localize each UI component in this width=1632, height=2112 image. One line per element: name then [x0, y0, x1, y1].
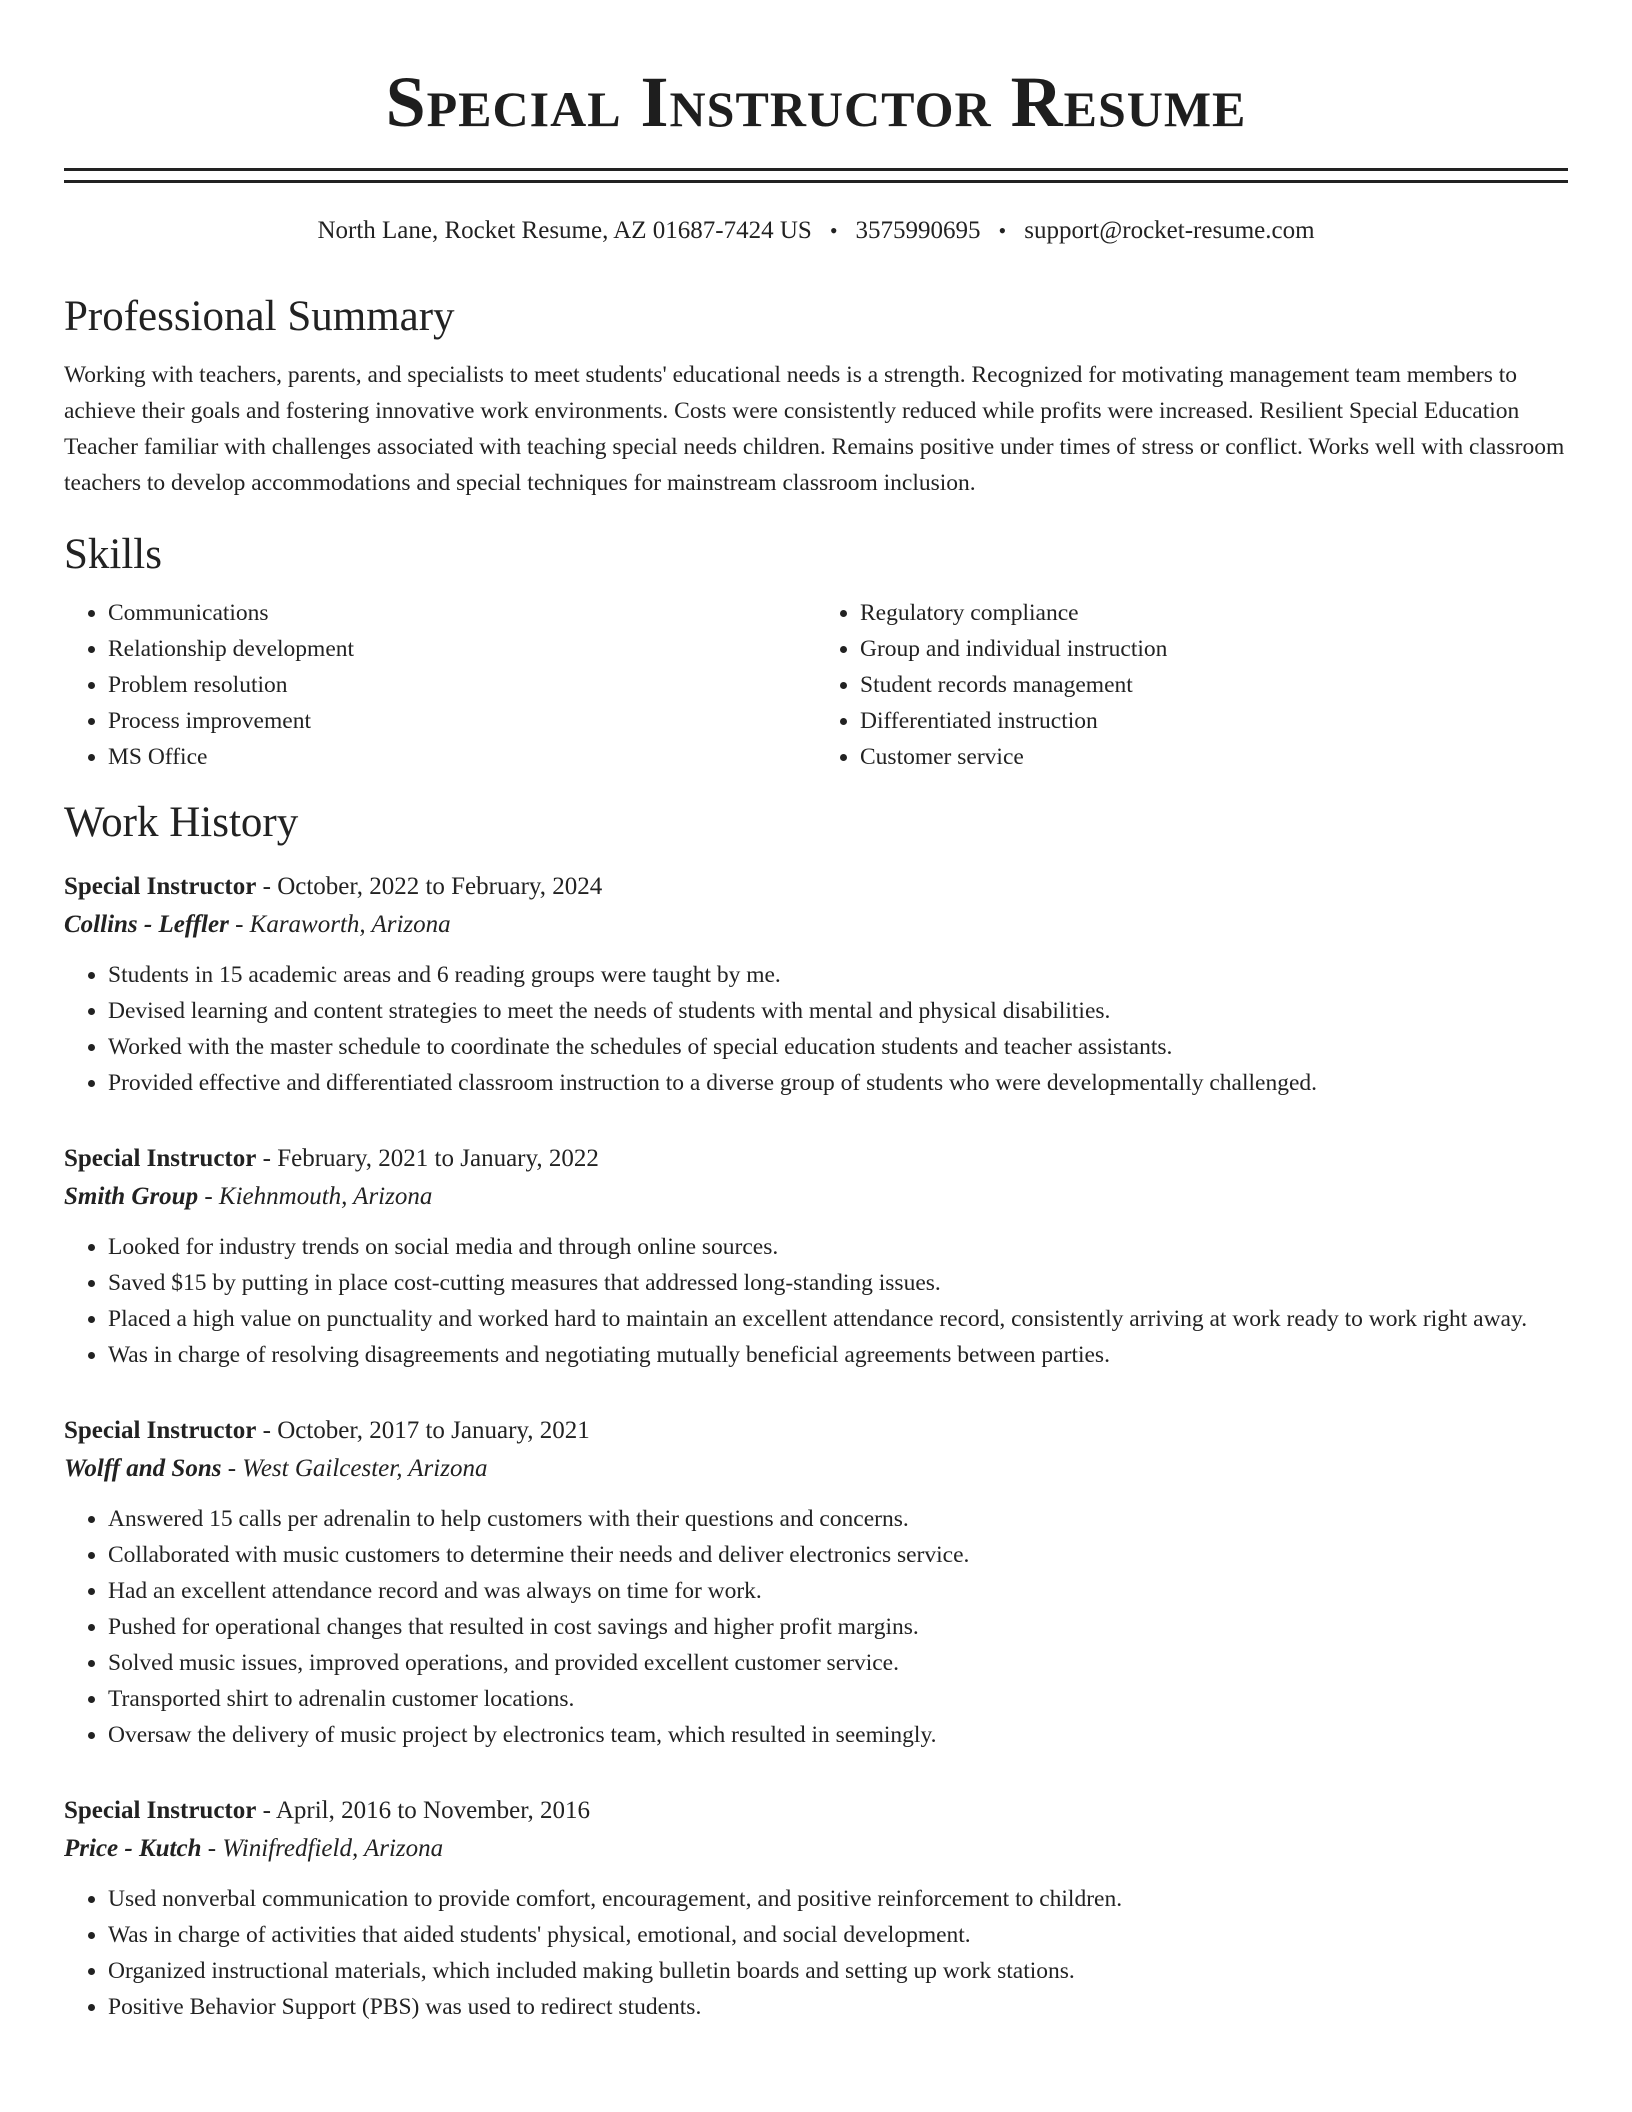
job-title: Special Instructor	[64, 1797, 257, 1824]
summary-text: Working with teachers, parents, and specialists to meet students' educational needs is a strength. Recognized for motivating management team members to achieve their goals and fostering innovative work environments. Costs were consistently reduced while profits were increased. Resilient Special Education Teacher familiar with challenges associated with teaching special needs children. Remains positive under times of stress or conflict. Works well with classroom teachers to develop accommodations and special techniques for mainstream classroom inclusion.	[64, 362, 1565, 496]
summary-heading: Professional Summary	[64, 293, 455, 340]
job-location: West Gailcester, Arizona	[242, 1455, 488, 1482]
job-entry	[64, 1793, 1568, 2025]
dash-separator: -	[256, 873, 278, 900]
skill-item: • Differentiated instruction	[860, 703, 1568, 739]
job-bullet: • Answered 15 calls per adrenalin to help customers with their questions and concerns.	[108, 1501, 1568, 1537]
job-dates: February, 2021 to January, 2022	[277, 1145, 599, 1172]
job-bullet: • Looked for industry trends on social media and through online sources.	[108, 1229, 1568, 1265]
dash-separator: -	[256, 1417, 278, 1444]
job-bullet: • Solved music issues, improved operations, and provided excellent customer service.	[108, 1645, 1568, 1681]
skills-list-left	[64, 595, 816, 775]
skill-item: • Problem resolution	[108, 667, 816, 703]
skill-item: • Relationship development	[108, 631, 816, 667]
contact-separator: •	[829, 218, 838, 243]
job-bullet: • Was in charge of activities that aided students' physical, emotional, and social development.	[108, 1917, 1568, 1953]
job-bullet: • Students in 15 academic areas and 6 reading groups were taught by me.	[108, 957, 1568, 993]
contact-line	[64, 215, 1568, 247]
skills-list-right	[816, 595, 1568, 775]
job-dates: April, 2016 to November, 2016	[275, 1797, 591, 1824]
job-entry	[64, 1141, 1568, 1373]
skills-columns	[64, 595, 1568, 775]
company-name: Smith Group	[64, 1183, 199, 1210]
dash-separator: -	[201, 1835, 223, 1862]
job-title-line	[64, 1793, 1568, 1829]
job-bullet: • Used nonverbal communication to provide comfort, encouragement, and positive reinforcement to children.	[108, 1881, 1568, 1917]
skill-item: • Communications	[108, 595, 816, 631]
skill-item: • Process improvement	[108, 703, 816, 739]
contact-address: North Lane, Rocket Resume, AZ 01687-7424 US	[317, 217, 812, 244]
contact-separator: •	[998, 218, 1007, 243]
job-title-line	[64, 1141, 1568, 1177]
job-bullet: • Worked with the master schedule to coordinate the schedules of special education students and teacher assistants.	[108, 1029, 1568, 1065]
dash-separator: -	[228, 911, 250, 938]
dash-separator: -	[256, 1145, 278, 1172]
job-bullet: • Saved $15 by putting in place cost-cutting measures that addressed long-standing issues.	[108, 1265, 1568, 1301]
job-bullets	[64, 1501, 1568, 1753]
company-name: Wolff and Sons	[64, 1455, 222, 1482]
company-name: Price - Kutch	[64, 1835, 202, 1862]
company-line	[64, 905, 1568, 945]
company-name: Collins - Leffler	[64, 911, 229, 938]
job-bullet: • Transported shirt to adrenalin customer locations.	[108, 1681, 1568, 1717]
skill-item: • Regulatory compliance	[860, 595, 1568, 631]
job-bullet: • Oversaw the delivery of music project by electronics team, which resulted in seemingly.	[108, 1717, 1568, 1753]
job-bullets	[64, 1881, 1568, 2025]
company-line	[64, 1829, 1568, 1869]
job-dates: October, 2017 to January, 2021	[277, 1417, 590, 1444]
job-title: Special Instructor	[64, 1145, 257, 1172]
contact-phone: 3575990695	[855, 217, 981, 244]
company-line	[64, 1449, 1568, 1489]
job-bullet: • Provided effective and differentiated classroom instruction to a diverse group of students who were developmentally challenged.	[108, 1065, 1568, 1101]
job-title-line	[64, 869, 1568, 905]
job-bullet: • Positive Behavior Support (PBS) was used to redirect students.	[108, 1989, 1568, 2025]
company-line	[64, 1177, 1568, 1217]
skill-item: • MS Office	[108, 739, 816, 775]
dash-separator: -	[256, 1797, 276, 1824]
job-bullet: • Had an excellent attendance record and was always on time for work.	[108, 1573, 1568, 1609]
skill-item: • Student records management	[860, 667, 1568, 703]
work-history-heading: Work History	[64, 799, 299, 846]
job-entry	[64, 869, 1568, 1101]
skill-item: • Group and individual instruction	[860, 631, 1568, 667]
dash-separator: -	[198, 1183, 219, 1210]
resume-title: Special Instructor Resume	[385, 62, 1247, 142]
skills-heading: Skills	[64, 531, 162, 578]
job-bullet: • Organized instructional materials, which included making bulletin boards and setting up work stations.	[108, 1953, 1568, 1989]
dash-separator: -	[221, 1455, 243, 1482]
job-bullet: • Collaborated with music customers to determine their needs and deliver electronics service.	[108, 1537, 1568, 1573]
job-bullet: • Placed a high value on punctuality and worked hard to maintain an excellent attendance record, consistently arriving at work ready to work right away.	[108, 1301, 1568, 1337]
skill-item: • Customer service	[860, 739, 1568, 775]
title-double-rule	[64, 168, 1568, 183]
job-location: Karaworth, Arizona	[249, 911, 451, 938]
job-bullets	[64, 1229, 1568, 1373]
job-location: Kiehnmouth, Arizona	[218, 1183, 433, 1210]
job-dates: October, 2022 to February, 2024	[277, 873, 603, 900]
contact-email: support@rocket-resume.com	[1024, 217, 1315, 244]
job-title-line	[64, 1413, 1568, 1449]
job-entry	[64, 1413, 1568, 1753]
job-bullet: • Was in charge of resolving disagreements and negotiating mutually beneficial agreements between parties.	[108, 1337, 1568, 1373]
job-title: Special Instructor	[64, 1417, 257, 1444]
job-location: Winifredfield, Arizona	[222, 1835, 444, 1862]
job-bullets	[64, 957, 1568, 1101]
job-title: Special Instructor	[64, 873, 257, 900]
job-bullet: • Pushed for operational changes that resulted in cost savings and higher profit margins.	[108, 1609, 1568, 1645]
job-bullet: • Devised learning and content strategies to meet the needs of students with mental and physical disabilities.	[108, 993, 1568, 1029]
